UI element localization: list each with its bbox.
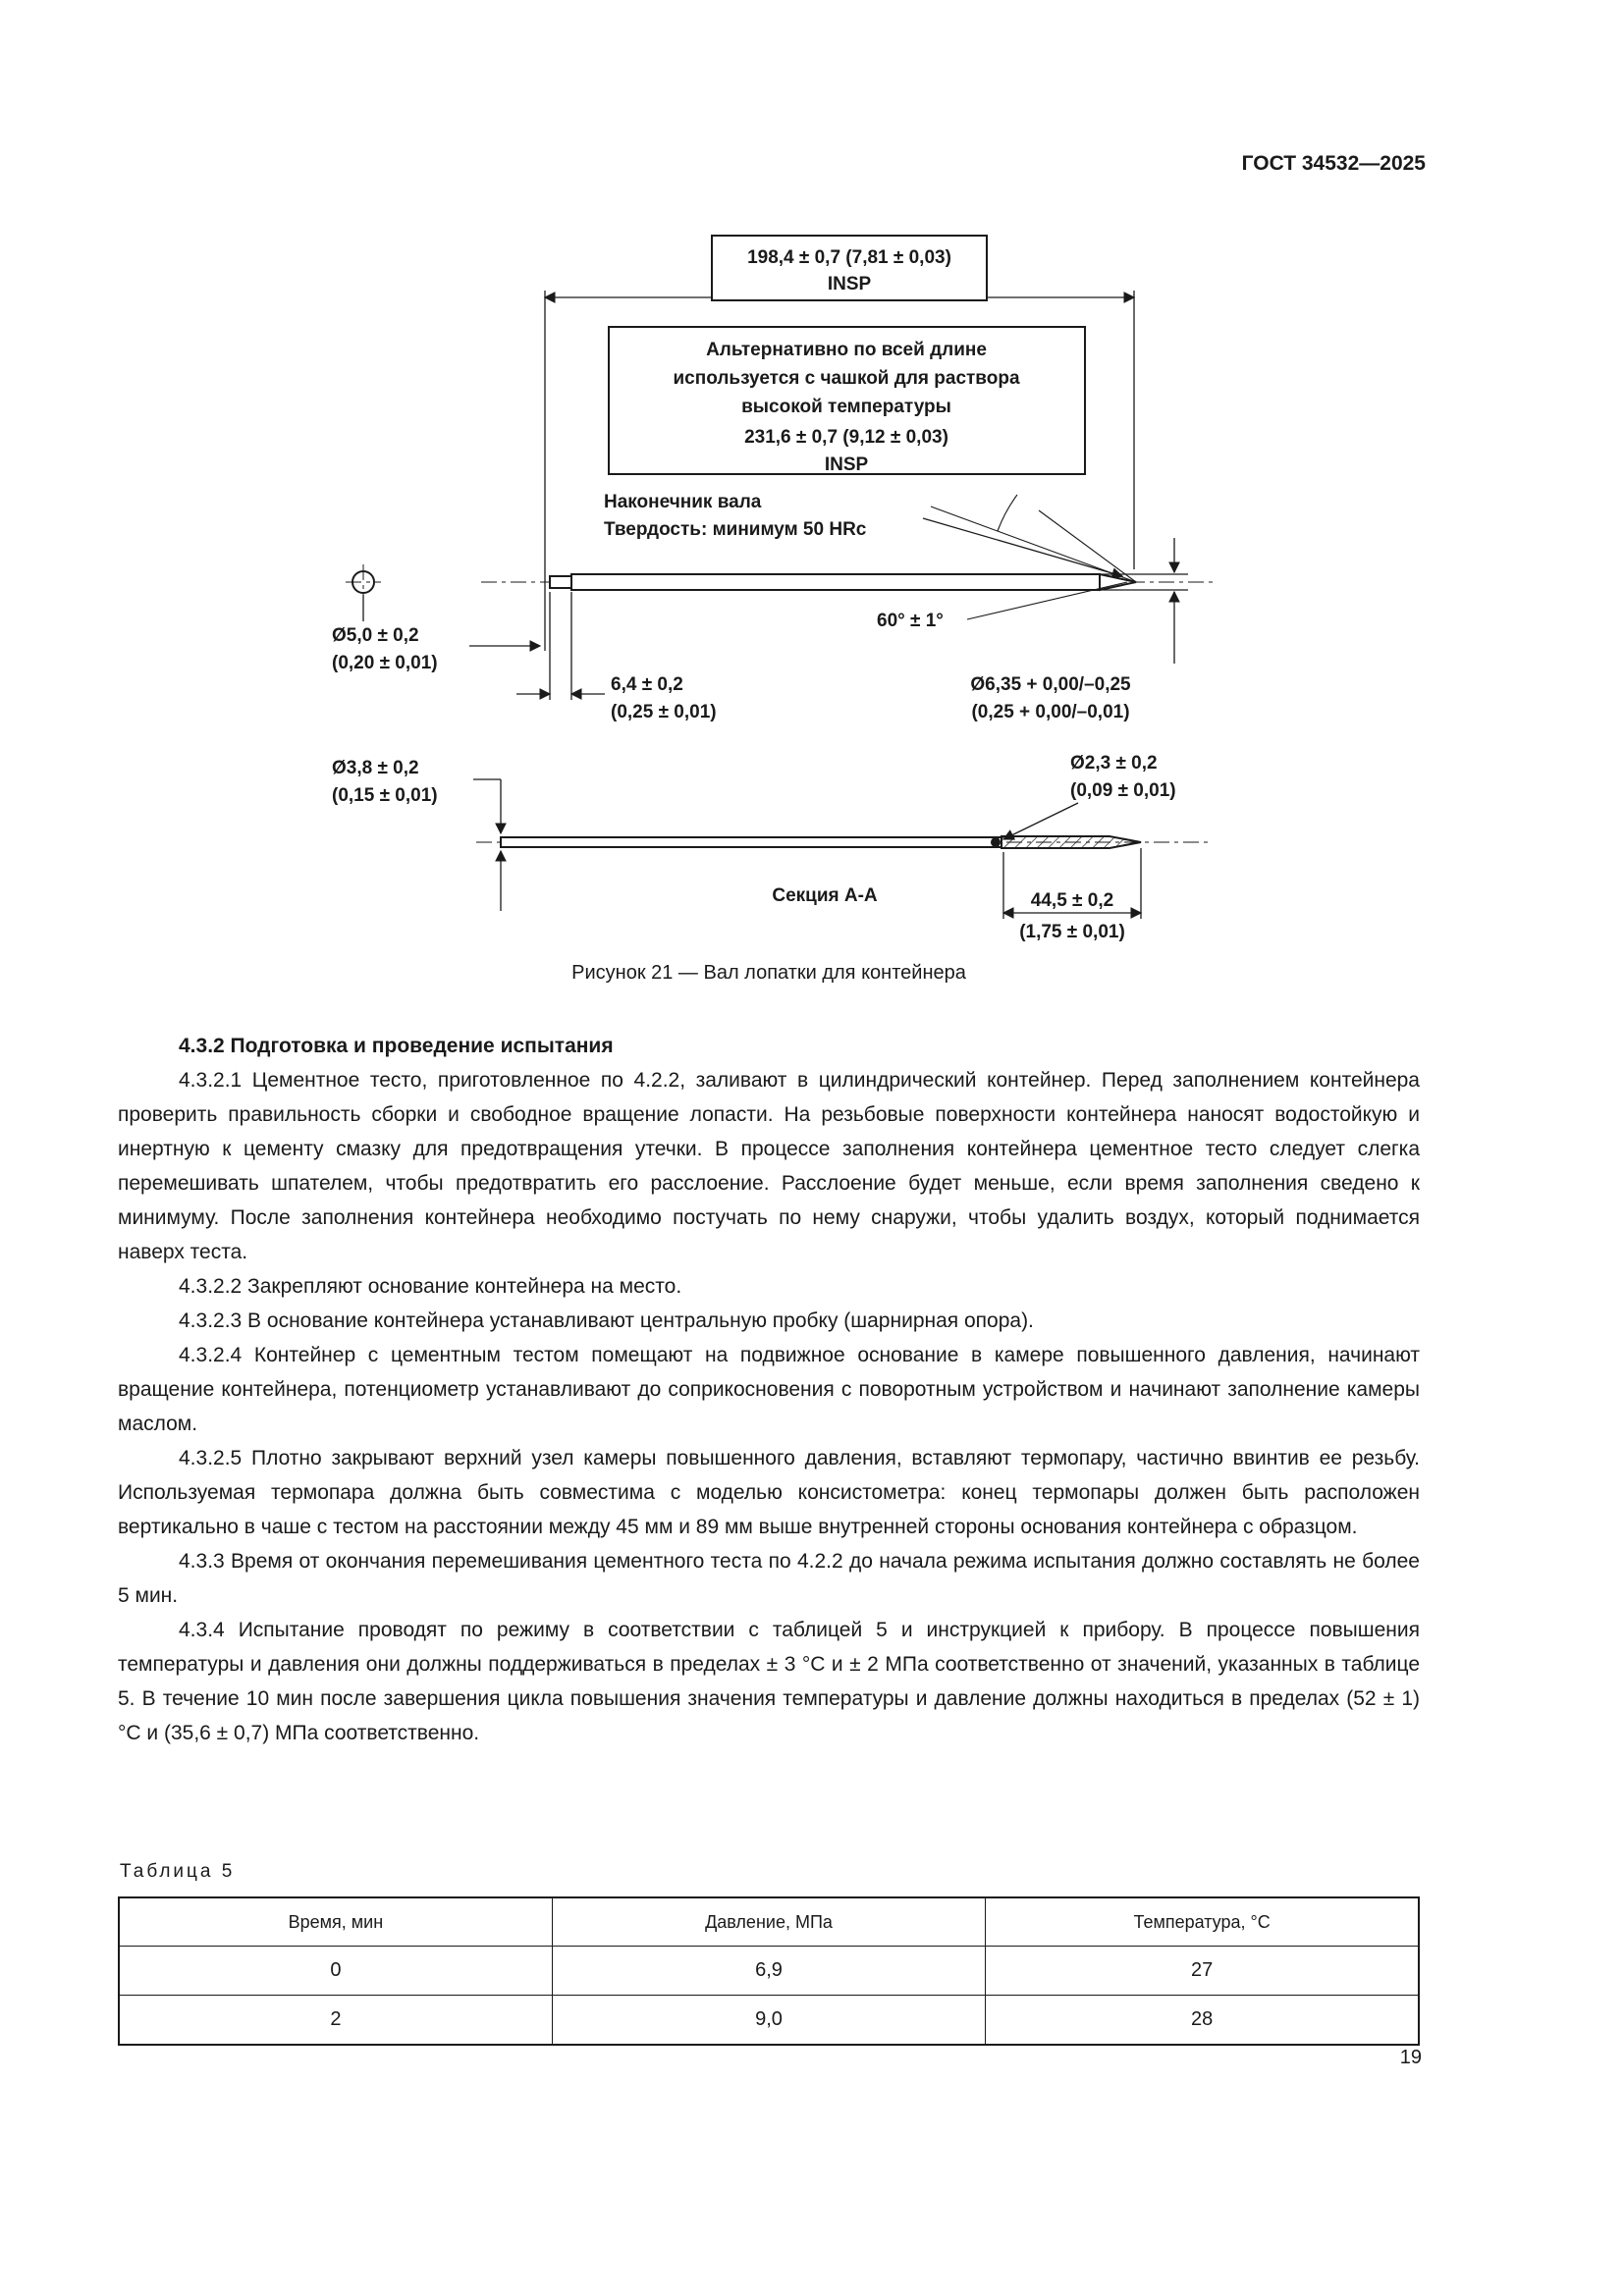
- cell-time-1: 2: [119, 1996, 552, 2046]
- paragraph-434: 4.3.4 Испытание проводят по режиму в соответствии с таблицей 5 и инструкцией к прибору. В процессе повышения температуры и давления они должны поддерживаться в пределах ± 3 °С и ± 2 МПа соответственно от значений, указанных в таблице 5. В течение 10 мин после завершения цикла повышения значения температуры и давление должны находиться в пределах (52 ± 1) °С и (35,6 ± 0,7) МПа соответственно.: [118, 1619, 1420, 1744]
- section-paddle-hatched: [1001, 836, 1141, 848]
- table-header-row: [119, 1897, 1419, 1947]
- figure-caption: Рисунок 21 — Вал лопатки для контейнера: [571, 962, 966, 984]
- body-text: [118, 1029, 1420, 1750]
- angle-value: 60° ± 1°: [877, 611, 944, 631]
- paragraph-4322: 4.3.2.2 Закрепляют основание контейнера на место.: [179, 1275, 682, 1298]
- shaft-body: [571, 574, 1100, 590]
- table-5-label: Таблица 5: [120, 1861, 236, 1882]
- alt-note-line2: используется с чашкой для раствора: [673, 368, 1020, 389]
- dia5-inch: (0,20 ± 0,01): [332, 653, 438, 673]
- cell-time-0: 0: [119, 1947, 552, 1996]
- overall-dim-value: 198,4 ± 0,7 (7,81 ± 0,03): [747, 247, 951, 268]
- document-header: ГОСТ 34532—2025: [1241, 152, 1426, 175]
- section-label: Секция А-А: [772, 885, 878, 906]
- dia5-value: Ø5,0 ± 0,2: [332, 625, 419, 646]
- len445-value: 44,5 ± 0,2: [1030, 890, 1114, 911]
- paddle-hole: [991, 837, 1001, 847]
- cell-temperature-1: 28: [986, 1996, 1419, 2046]
- paragraph-4323: 4.3.2.3 В основание контейнера устанавливают центральную пробку (шарнирная опора).: [179, 1309, 1034, 1332]
- dia23-leader: [1003, 803, 1078, 839]
- column-header-time: Время, мин: [119, 1897, 552, 1947]
- column-header-pressure: Давление, МПа: [552, 1897, 985, 1947]
- paragraph-4324: 4.3.2.4 Контейнер с цементным тестом помещают на подвижное основание в камере повышенного давления, начинают вращение контейнера, потенциометр устанавливают до соприкосновения с поворотным устройством и начинают заполнение камеры маслом.: [118, 1344, 1420, 1435]
- section-shaft-body: [501, 837, 1001, 847]
- cell-pressure-1: 9,0: [552, 1996, 985, 2046]
- shaft-left-segment: [550, 576, 571, 588]
- alt-note-line1: Альтернативно по всей длине: [706, 340, 987, 360]
- dia23-inch: (0,09 ± 0,01): [1070, 780, 1176, 801]
- paragraph-4325: 4.3.2.5 Плотно закрывают верхний узел камеры повышенного давления, вставляют термопару, частично ввинтив ее резьбу. Используемая термопара должна быть совместима с моделью консистометра: конец термопары должен быть расположен вертикально в чаше с тестом на расстоянии между 45 мм и 89 мм выше внутренней стороны основания контейнера с образцом.: [118, 1447, 1420, 1538]
- section-heading-432: 4.3.2 Подготовка и проведение испытания: [179, 1035, 614, 1057]
- angle-line-1: [931, 507, 1136, 582]
- len64-value: 6,4 ± 0,2: [611, 674, 683, 695]
- page-number: 19: [1399, 2047, 1422, 2068]
- dia38-inch: (0,15 ± 0,01): [332, 785, 438, 806]
- dia23-value: Ø2,3 ± 0,2: [1070, 753, 1158, 774]
- dia38-value: Ø3,8 ± 0,2: [332, 758, 419, 778]
- alt-note-insp: INSP: [824, 454, 869, 475]
- tip-leader-line: [923, 518, 1122, 576]
- len64-inch: (0,25 ± 0,01): [611, 702, 717, 722]
- dia635-value: Ø6,35 + 0,00/–0,25: [970, 674, 1131, 695]
- figure-21-drawing: [295, 224, 1257, 950]
- tip-note-line1: Наконечник вала: [604, 492, 762, 512]
- table-row: [119, 1996, 1419, 2046]
- alt-note-line3: высокой температуры: [741, 397, 951, 417]
- table-row: [119, 1947, 1419, 1996]
- table-5: [118, 1896, 1420, 2046]
- alt-note-value: 231,6 ± 0,7 (9,12 ± 0,03): [744, 427, 948, 448]
- paragraph-4321: 4.3.2.1 Цементное тесто, приготовленное по 4.2.2, заливают в цилиндрический контейнер. Перед заполнением контейнера проверить правильность сборки и свободное вращение лопасти. На резьбовые поверхности контейнера наносят водостойкую и инертную к цементу смазку для предотвращения утечки. В процессе заполнения контейнера цементное тесто следует слегка перемешивать шпателем, чтобы предотвратить его расслоение. Расслоение будет меньше, если время заполнения сведено к минимуму. После заполнения контейнера необходимо постучать по нему снаружи, чтобы удалить воздух, который поднимается наверх теста.: [118, 1069, 1420, 1263]
- column-header-temperature: Температура, °С: [986, 1897, 1419, 1947]
- cell-temperature-0: 27: [986, 1947, 1419, 1996]
- dia635-inch: (0,25 + 0,00/–0,01): [971, 702, 1130, 722]
- overall-dim-insp: INSP: [827, 274, 872, 294]
- cell-pressure-0: 6,9: [552, 1947, 985, 1996]
- angle-arc: [998, 495, 1017, 531]
- len445-inch: (1,75 ± 0,01): [1019, 922, 1125, 942]
- angle-line-2: [1039, 510, 1136, 582]
- tip-note-line2: Твердость: минимум 50 HRc: [604, 519, 867, 540]
- paragraph-433: 4.3.3 Время от окончания перемешивания цементного теста по 4.2.2 до начала режима испытания должно составлять не более 5 мин.: [118, 1550, 1420, 1607]
